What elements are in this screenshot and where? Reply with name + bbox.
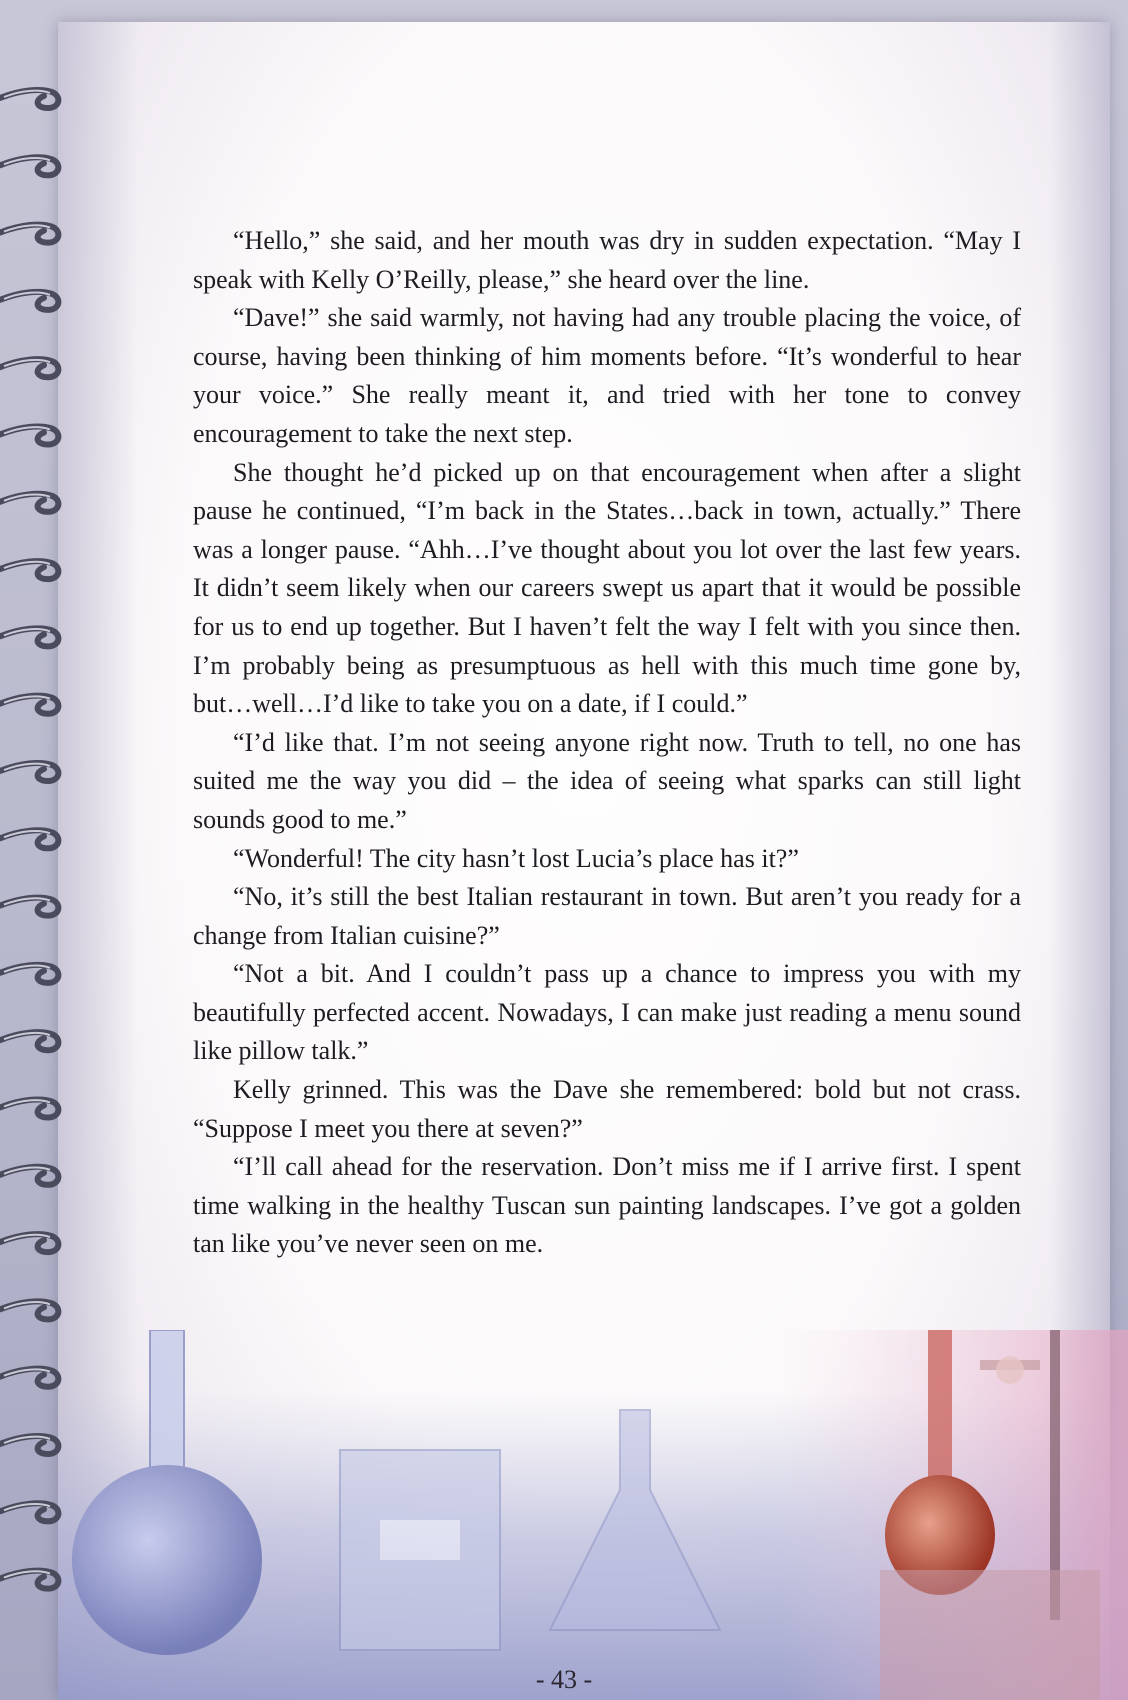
spiral-ring [0,1571,58,1589]
paragraph: “I’ll call ahead for the reservation. Don’t miss me if I arrive first. I spent time walking in the healthy Tuscan sun painting landscapes. I’ve got a golden tan like you’ve never seen on me. [193,1152,1021,1259]
page-text [193,222,1021,1264]
blue-flask-left [72,1330,262,1655]
spiral-binding-rings [0,60,80,1640]
spiral-ring [0,1032,58,1050]
paragraph: “No, it’s still the best Italian restaurant in town. But aren’t you ready for a change from Italian cuisine?” [193,882,1021,950]
spiral-ring [0,157,58,175]
page-number: - 43 - [535,1665,593,1694]
spiral-ring [0,494,58,512]
spiral-ring [0,1167,58,1185]
paragraph: “I’d like that. I’m not seeing anyone right now. Truth to tell, no one has suited me the way you did – the idea of seeing what sparks can still light sounds good to me.” [193,727,1021,834]
laboratory-glassware-illustration [0,1330,1128,1700]
spiral-ring [0,696,58,714]
paragraph: “Wonderful! The city hasn’t lost Lucia’s place has it?” [233,843,799,873]
spiral-ring [0,561,58,579]
spiral-ring [0,1301,58,1319]
spiral-ring [0,965,58,983]
spiral-ring [0,90,58,108]
spiral-ring [0,1503,58,1521]
spiral-ring [0,1436,58,1454]
paragraph: “Dave!” she said warmly, not having had any trouble placing the voice, of course, having been thinking of him moments before. “It’s wonderful to hear your voice.” She really meant it, and tried with her tone to convey encouragement to take the next step. [193,303,1021,448]
paragraph: “Hello,” she said, and her mouth was dry in sudden expectation. “May I speak with Kelly O’Reilly, please,” she heard over the line. [193,226,1021,294]
spiral-ring [0,763,58,781]
spiral-ring [0,628,58,646]
paragraph: Kelly grinned. This was the Dave she remembered: bold but not crass. “Suppose I meet you there at seven?” [193,1075,1021,1143]
spiral-ring [0,1234,58,1252]
paragraph: She thought he’d picked up on that encouragement when after a slight pause he continued, “I’m back in the States…back in town, actually.” There was a longer pause. “Ahh…I’ve thought about you lot over the last few years. It didn’t seem likely when our careers swept us apart that it would be possible for us to end up together. But I haven’t felt the way I felt with you since then. I’m probably being as presumptuous as hell with this much time gone by, but…well…I’d like to take you on a date, if I could.” [193,457,1021,719]
beaker-middle [340,1450,500,1650]
spiral-ring [0,830,58,848]
paragraph: “Not a bit. And I couldn’t pass up a chance to impress you with my beautifully perfected accent. Nowadays, I can make just reading a menu sound like pillow talk.” [193,959,1021,1066]
spiral-ring [0,1100,58,1118]
spiral-ring [0,359,58,377]
spiral-ring [0,898,58,916]
spiral-ring [0,225,58,243]
spiral-ring [0,1369,58,1387]
spiral-ring [0,427,58,445]
spiral-ring [0,292,58,310]
